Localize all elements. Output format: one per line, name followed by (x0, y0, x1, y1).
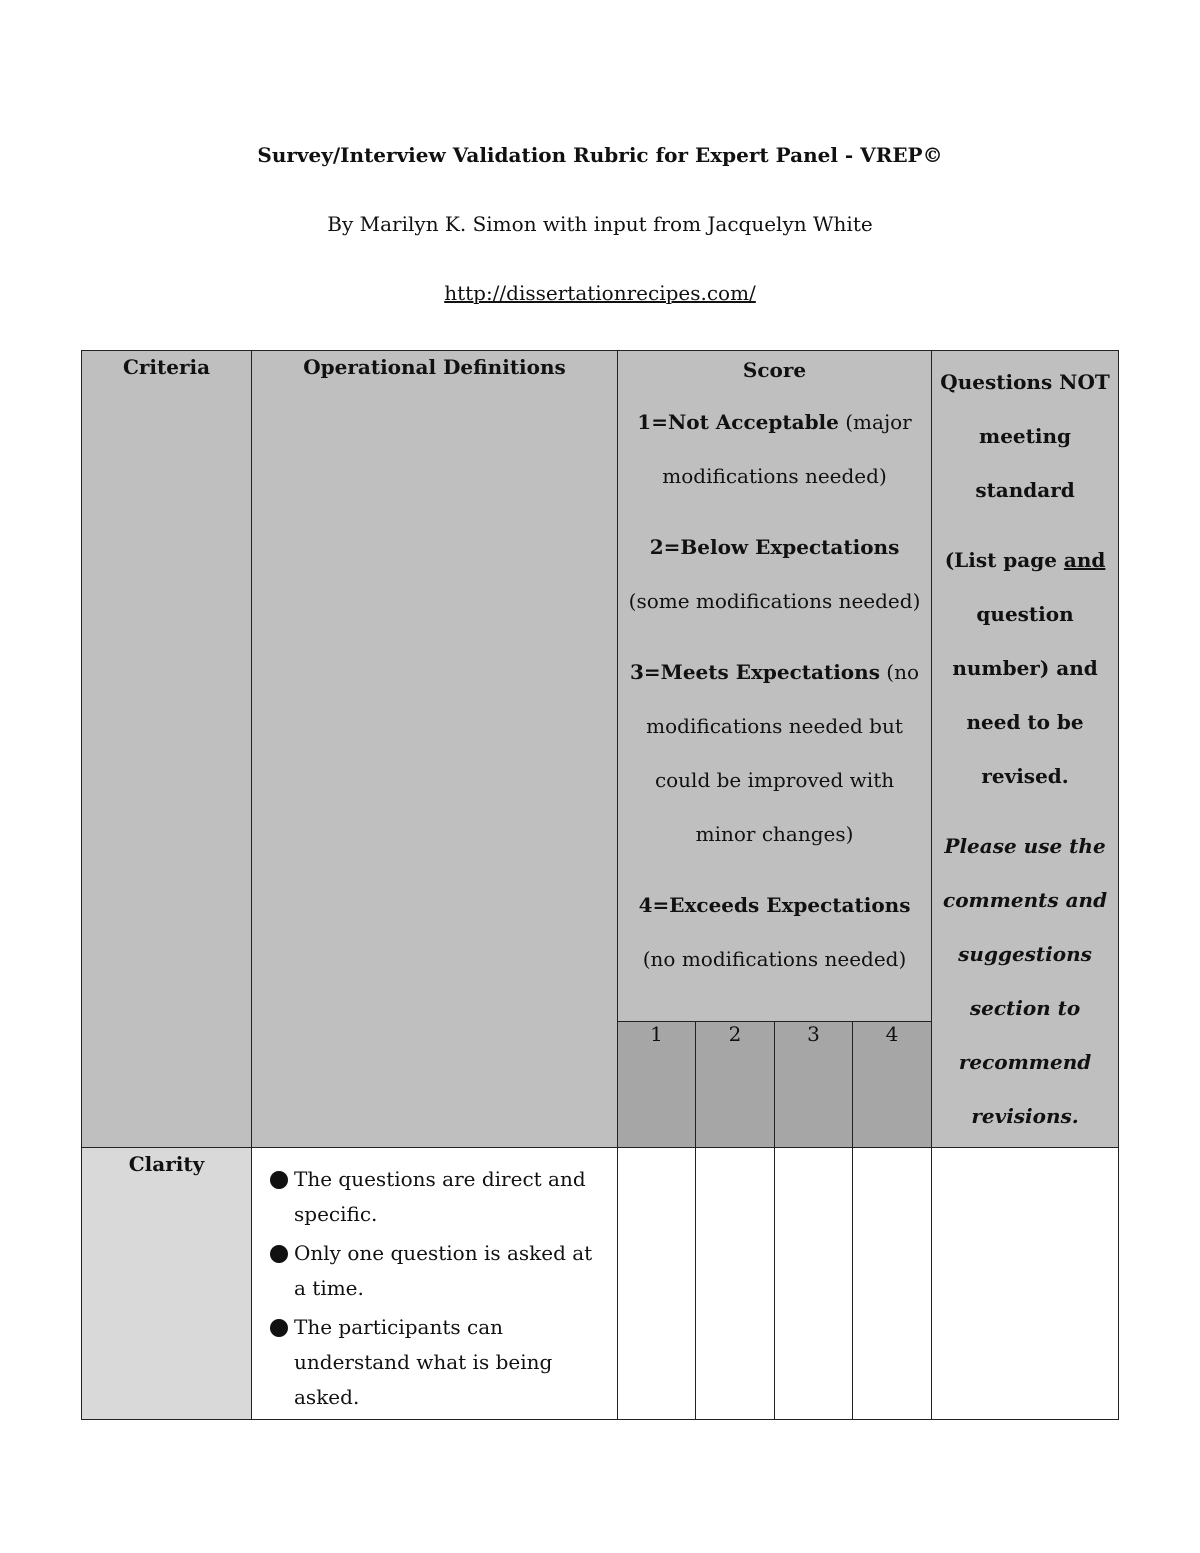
document-url (0, 281, 1200, 305)
list-item: Only one question is asked at a time. (270, 1236, 607, 1306)
clarity-score-4-cell[interactable] (853, 1148, 932, 1420)
clarity-criteria-cell (82, 1148, 252, 1420)
validation-rubric-table (81, 350, 1119, 1420)
score-column-4: 4 (853, 1022, 932, 1148)
score-level-3: 3=Meets Expectations (no modifications needed but could be improved with minor changes) (630, 660, 920, 846)
criteria-header-cell (82, 351, 252, 1148)
bullet-icon (270, 1171, 288, 1189)
score-column-3: 3 (775, 1022, 853, 1148)
score-level-2: 2=Below Expectations (some modifications needed) (628, 535, 921, 613)
bullet-icon (270, 1319, 288, 1337)
score-level-4: 4=Exceeds Expectations (no modifications needed) (638, 893, 911, 971)
document-title: Survey/Interview Validation Rubric for Expert Panel - VREP© (257, 143, 943, 167)
score-header: Score (742, 358, 807, 382)
questions-not-meeting-header-cell (932, 351, 1119, 1148)
clarity-definitions-cell (252, 1148, 618, 1420)
clarity-label: Clarity (128, 1152, 205, 1176)
clarity-questions-cell[interactable] (932, 1148, 1119, 1420)
criteria-header: Criteria (122, 355, 211, 379)
questions-not-meeting-header: Questions NOT meeting standard (List page and question number) and need to be revised. Please use the comments and suggestions section to recommend revisions. (940, 370, 1110, 1128)
clarity-score-3-cell[interactable] (775, 1148, 853, 1420)
clarity-score-1-cell[interactable] (618, 1148, 696, 1420)
dissertation-recipes-link[interactable]: http://dissertationrecipes.com/ (444, 281, 756, 305)
score-column-2: 2 (696, 1022, 775, 1148)
bullet-icon (270, 1245, 288, 1263)
definitions-header-cell (252, 351, 618, 1148)
score-legend (618, 351, 931, 986)
score-level-1: 1=Not Acceptable (major modifications needed) (637, 410, 912, 488)
clarity-definitions-list (252, 1162, 617, 1415)
list-item: The questions are direct and specific. (270, 1162, 607, 1232)
clarity-score-2-cell[interactable] (696, 1148, 775, 1420)
score-column-1: 1 (618, 1022, 696, 1148)
score-header-cell (618, 351, 932, 1022)
list-item: The participants can understand what is being asked. (270, 1310, 607, 1415)
definitions-header: Operational Definitions (303, 355, 566, 379)
table-row (82, 1148, 1119, 1420)
document-author: By Marilyn K. Simon with input from Jacquelyn White (327, 212, 873, 236)
